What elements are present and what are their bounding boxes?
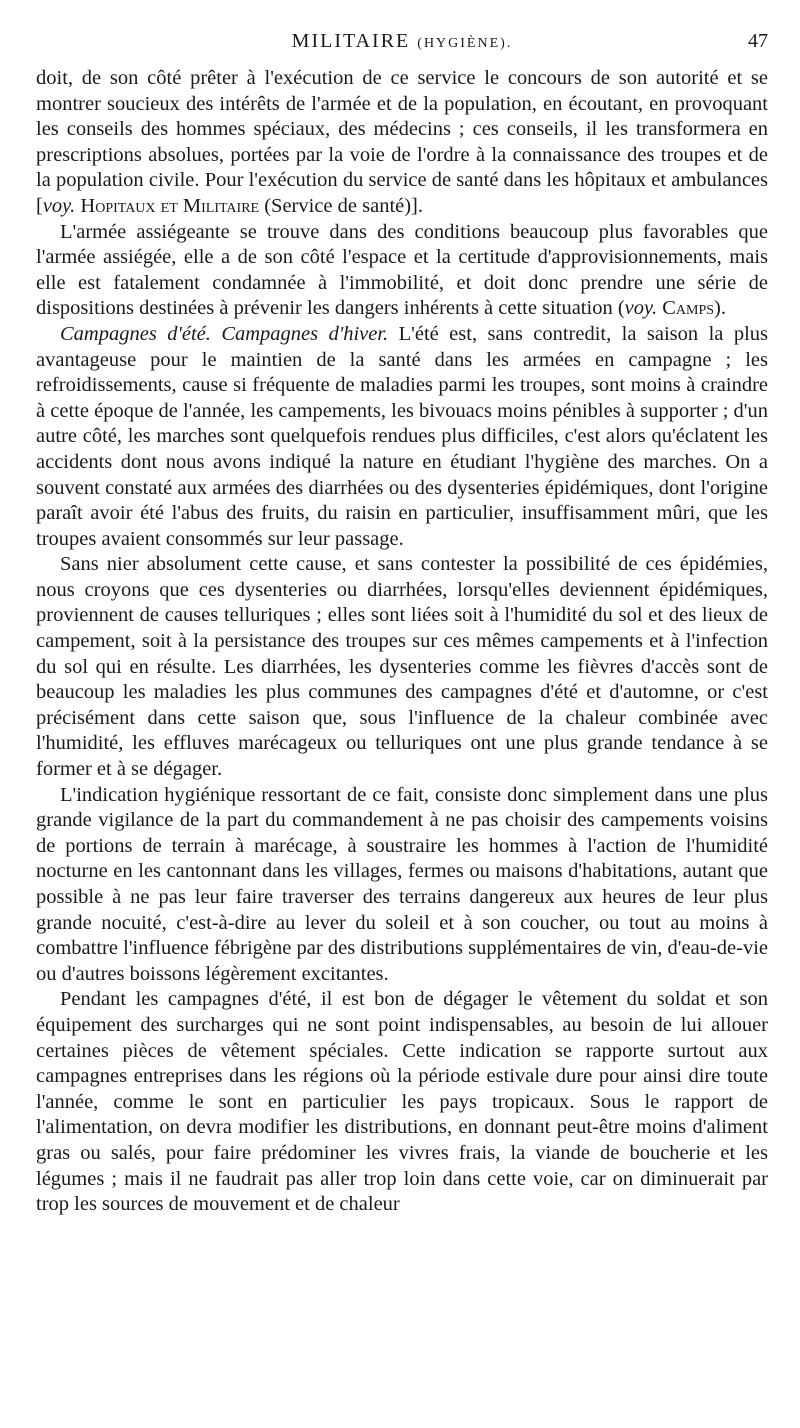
paragraph-6: Pendant les campagnes d'été, il est bon de dégager le vêtement du soldat et son équipement des surcharges qui ne sont point indispensables, au besoin de lui allouer certaines pièces de vêtement spéciales. Cette indication se rapporte surtout aux campagnes entreprises dans les régions où la période estivale dure pour ainsi dire toute l'année, comme le sont en particulier les pays tropicaux. Sous le rapport de l'alimentation, on devra modifier les distributions, en donnant peut-être moins d'aliment gras ou salés, pour faire prédominer les vivres frais, la viande de boucherie et les légumes ; mais il ne faudrait pas aller trop loin dans cette voie, car on diminuerait par trop les sources de mouvement et de chaleur [36,988,768,1216]
paragraph-3-text: L'été est, sans contredit, la saison la plus avantageuse pour le maintien de la santé dans les armées en campagne ; les refroidissements, cause si fréquente de maladies parmi les troupes, sont moins à craindre à cette époque de l'année, les campements, les bivouacs moins pénibles à supporter ; d'un autre côté, les marches sont quelquefois rendues plus difficiles, c'est alors qu'éclatent les accidents dont nous avons indiqué la nature en étudiant l'hygiène des marches. On a souvent constaté aux armées des diarrhées ou des dysenteries épidémiques, dont l'origine paraît avoir été l'abus des fruits, du raisin en particulier, insuffisamment mûri, que les troupes avaient consommés sur leur passage. [36,322,768,550]
section-heading: Campagnes d'été. Campagnes d'hiver. [60,322,389,345]
paragraph-1 [36,66,768,220]
running-header [36,30,768,58]
paragraph-1-reference: Hopitaux et Militaire [80,194,260,217]
running-title-main: MILITAIRE [291,30,411,52]
paragraph-5: L'indication hygiénique ressortant de ce fait, consiste donc simplement dans une plus grande vigilance de la part du commandement à ne pas choisir des campements voisins de portions de terrain à marécage, à soustraire les hommes à l'action de l'humidité nocturne en les cantonnant dans les villages, fermes ou maisons d'habitations, autant que possible à ne pas leur faire traverser des terrains dangereux aux heures de leur plus grande nocuité, c'est-à-dire au lever du soleil et à son coucher, ou tout au moins à combattre l'influence fébrigène par des distributions supplémentaires de vin, d'eau-de-vie ou d'autres boissons légèrement excitantes. [36,783,768,985]
running-title-sub: (HYGIÈNE). [417,36,513,51]
paragraph-2-text-a: L'armée assiégeante se trouve dans des conditions beaucoup plus favorables que l'armée assiégée, elle a de son côté l'espace et la certitude d'approvisionnements, mais elle est fatalement condamnée à l'immobilité, et doit donc prendre une série de dispositions destinées à prévenir les dangers inhérents à cette situation ( [36,220,768,320]
paragraph-1-voy: voy. [42,194,76,217]
paragraph-2-voy: voy. [624,297,658,320]
paragraph-4: Sans nier absolument cette cause, et sans contester la possibilité de ces épidémies, nous croyons que ces dysenteries ou diarrhées, lorsqu'elles deviennent épidémiques, proviennent de causes telluriques ; elles sont liées soit à l'humidité du sol et des lieux de campement, soit à la persistance des troupes sur ces mêmes campements et à l'infection du sol qui en résulte. Les diarrhées, les dysenteries comme les fièvres d'accès sont de beaucoup les maladies les plus communes des campagnes d'été et d'automne, or c'est précisément dans cette saison que, sous l'influence de la chaleur combinée avec l'humidité, les effluves marécageux ou telluriques ont une plus grande tendance à se former et à se dégager. [36,553,768,781]
paragraph-2 [36,220,768,322]
paragraph-3 [36,322,768,552]
running-title [36,30,768,53]
paragraph-2-reference: Camps [662,297,715,320]
paragraph-1-text-a: doit, de son côté prêter à l'exécution de ce service le concours de son autorité et se montrer soucieux des intérêts de l'armée et de la population, en écoutant, en provoquant les conseils des hommes spéciaux, des médecins ; ces conseils, il les transformera en prescriptions absolues, portées par la voie de l'ordre à la connaissance des troupes et de la population civile. Pour l'exécution du service de santé dans les hôpitaux et ambulances [ [36,67,768,217]
page-number: 47 [748,30,768,52]
paragraph-2-text-b: ). [714,297,726,320]
body-text [36,66,768,1218]
paragraph-1-text-b: (Service de santé)]. [259,194,424,217]
